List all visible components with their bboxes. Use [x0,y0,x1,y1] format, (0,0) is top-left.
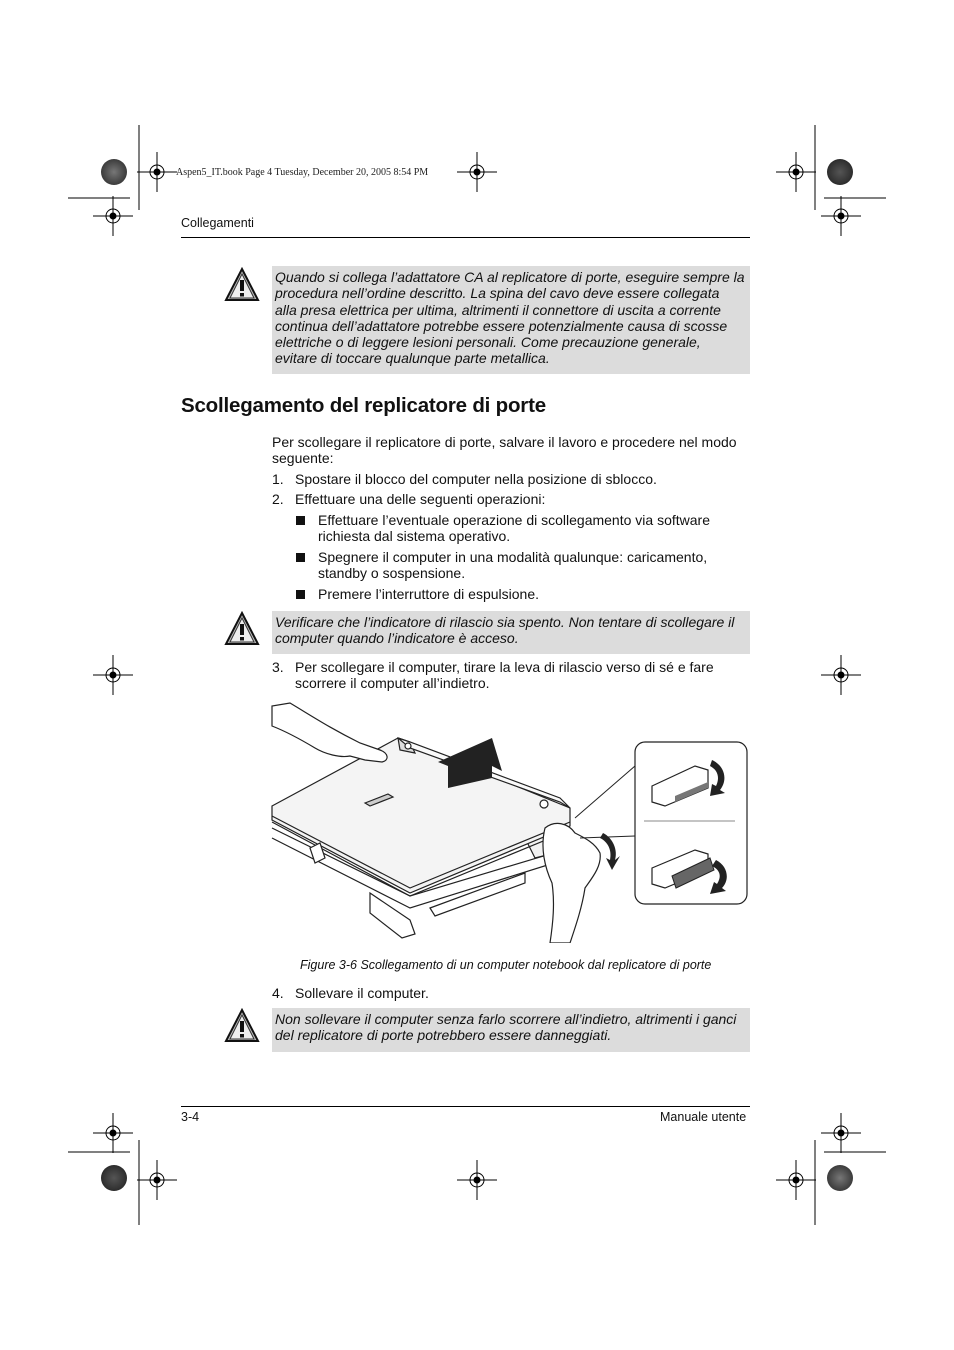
crosshair-icon [93,196,133,236]
step-number: 2. [272,491,284,507]
crosshair-icon [93,655,133,695]
step-number: 1. [272,471,284,487]
step-number: 3. [272,659,284,675]
footer-rule [181,1106,750,1107]
warning-triangle-icon [224,611,260,647]
warning-note: Quando si collega l’adattatore CA al replicatore di porte, eseguire sempre la procedura nell’ordine descritto. La spina del cavo deve essere collegata alla presa elettrica per ultima, altrimenti il connettore di uscita a corrente continua dell’adattatore potrebbe essere potenzialmente causa di scosse elettriche o di leggere lesioni personali. Come precauzione generale, evitare di toccare qualunque parte metallica. [272,266,750,374]
crosshair-icon [821,655,861,695]
warning-triangle-icon [224,1008,260,1044]
crosshair-icon [457,1160,497,1200]
figure-illustration [270,698,752,943]
section-title: Scollegamento del replicatore di porte [181,394,546,417]
page-number: 3-4 [181,1110,200,1124]
color-rosette [101,159,127,185]
list-item: Premere l’interruttore di espulsione. [318,586,539,602]
bullet-marker [296,553,305,562]
crosshair-icon [457,152,497,192]
running-header: Collegamenti [181,216,254,230]
list-item: Effettuare l’eventuale operazione di scollegamento via software richiesta dal sistema operativo. [318,512,710,545]
warning-note: Verificare che l’indicatore di rilascio sia spento. Non tentare di scollegare il computer quando l’indicatore è acceso. [272,611,750,654]
header-rule [181,237,750,238]
manual-title: Manuale utente [660,1110,747,1124]
crosshair-icon [821,196,861,236]
bullet-marker [296,516,305,525]
crosshair-icon [776,152,816,192]
crosshair-icon [137,152,177,192]
color-rosette [101,1165,127,1191]
step-number: 4. [272,985,284,1001]
bullet-marker [296,590,305,599]
step-text: Per scollegare il computer, tirare la leva di rilascio verso di sé e fare scorrere il computer all’indietro. [295,659,714,692]
warning-triangle-icon [224,267,260,303]
color-rosette [827,1165,853,1191]
step-text: Sollevare il computer. [295,985,429,1001]
step-text: Effettuare una delle seguenti operazioni: [295,491,546,507]
prepress-slug: Aspen5_IT.book Page 4 Tuesday, December 20, 2005 8:54 PM [176,167,429,178]
color-rosette [827,159,853,185]
warning-note: Non sollevare il computer senza farlo scorrere all’indietro, altrimenti i ganci del replicatore di porte potrebbero essere danneggiati. [272,1008,750,1052]
crosshair-icon [821,1113,861,1153]
intro-paragraph: Per scollegare il replicatore di porte, salvare il lavoro e procedere nel modo seguente: [272,434,737,467]
crosshair-icon [137,1160,177,1200]
figure-caption: Figure 3-6 Scollegamento di un computer notebook dal replicatore di porte [300,958,712,972]
crosshair-icon [776,1160,816,1200]
step-text: Spostare il blocco del computer nella posizione di sblocco. [295,471,657,487]
list-item: Spegnere il computer in una modalità qualunque: caricamento, standby o sospensione. [318,549,708,582]
crosshair-icon [93,1113,133,1153]
